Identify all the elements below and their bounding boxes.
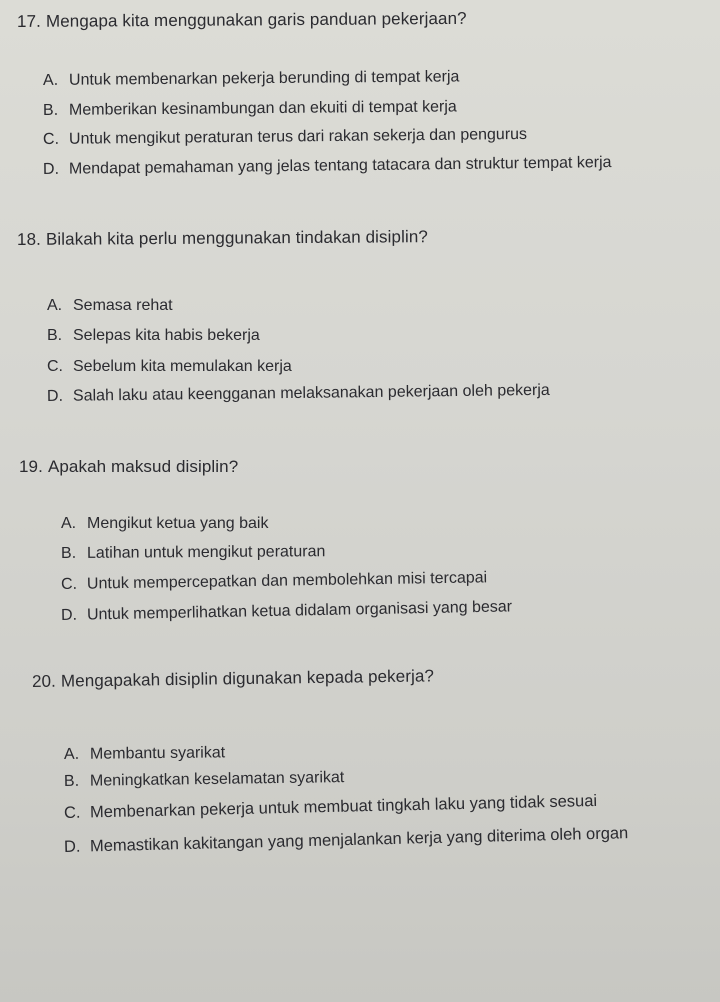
question-text xyxy=(17,9,467,32)
option-a xyxy=(64,744,225,764)
option-letter: A. xyxy=(63,745,80,763)
option-letter: C. xyxy=(42,130,60,148)
option-letter: A. xyxy=(42,71,59,89)
option-letter: A. xyxy=(61,515,77,532)
option-letter: C. xyxy=(47,358,63,375)
option-text: Untuk memperlihatkan ketua didalam organisasi yang besar xyxy=(86,598,513,624)
option-text: Sebelum kita memulakan kerja xyxy=(73,358,292,375)
option-b xyxy=(61,543,326,563)
question-number: 20. xyxy=(31,671,57,691)
option-a xyxy=(47,297,173,315)
question-label: Apakah maksud disiplin? xyxy=(47,457,239,476)
option-text: Salah laku atau keengganan melaksanakan pekerjaan oleh pekerja xyxy=(72,381,550,405)
option-b xyxy=(64,769,345,791)
option-text: Mengikut ketua yang baik xyxy=(87,515,269,532)
option-a xyxy=(61,515,268,533)
option-letter: D. xyxy=(42,160,60,178)
option-text: Memastikan kakitangan yang menjalankan kerja yang diterima oleh organ xyxy=(89,824,629,856)
option-letter: D. xyxy=(60,606,78,624)
option-text: Untuk mempercepatkan dan membolehkan misi tercapai xyxy=(86,569,488,593)
option-text: Untuk mengikut peraturan terus dari rakan sekerja dan pengurus xyxy=(68,125,528,148)
question-number: 17. xyxy=(16,11,41,31)
option-b xyxy=(47,327,260,345)
option-c xyxy=(64,792,598,823)
option-d xyxy=(61,598,512,625)
option-text: Meningkatkan keselamatan syarikat xyxy=(89,769,345,790)
option-letter: B. xyxy=(60,544,77,562)
option-text: Untuk membenarkan pekerja berunding di tempat kerja xyxy=(68,68,460,89)
option-d xyxy=(43,154,612,179)
option-letter: B. xyxy=(42,101,59,119)
option-d xyxy=(47,382,550,406)
option-text: Selepas kita habis bekerja xyxy=(73,327,260,344)
option-text: Semasa rehat xyxy=(73,297,173,314)
option-d xyxy=(64,824,629,857)
option-text: Mendapat pemahaman yang jelas tentang tatacara dan struktur tempat kerja xyxy=(68,154,612,178)
option-text: Membantu syarikat xyxy=(89,744,226,763)
option-text: Latihan untuk mengikut peraturan xyxy=(86,543,326,562)
question-text xyxy=(19,457,238,477)
option-letter: D. xyxy=(46,387,64,405)
option-letter: D. xyxy=(63,837,81,856)
question-text xyxy=(17,227,428,250)
option-b xyxy=(43,98,457,120)
option-text: Memberikan kesinambungan dan ekuiti di tempat kerja xyxy=(68,98,457,119)
option-c xyxy=(47,358,292,376)
option-letter: C. xyxy=(63,803,81,822)
option-c xyxy=(43,126,527,149)
question-number: 18. xyxy=(16,229,41,249)
option-letter: B. xyxy=(63,772,80,790)
option-letter: C. xyxy=(60,575,78,593)
option-letter: A. xyxy=(47,297,63,314)
question-number: 19. xyxy=(19,457,43,476)
option-letter: B. xyxy=(47,327,63,344)
option-text: Membenarkan pekerja untuk membuat tingkah laku yang tidak sesuai xyxy=(89,791,598,822)
question-label: Mengapakah disiplin digunakan kepada pekerja? xyxy=(60,666,435,691)
question-label: Bilakah kita perlu menggunakan tindakan disiplin? xyxy=(45,227,428,249)
question-label: Mengapa kita menggunakan garis panduan pekerjaan? xyxy=(45,8,467,31)
option-c xyxy=(61,569,487,594)
question-text xyxy=(32,666,434,692)
option-a xyxy=(43,68,460,90)
